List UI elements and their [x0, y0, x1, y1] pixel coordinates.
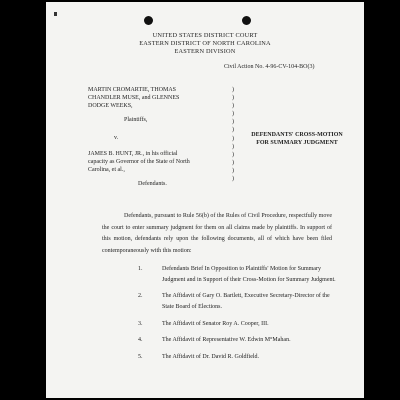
list-item-text: Defendants Brief In Opposition to Plaintiffs' Motion for Summary Judgment and in Support of their Cross-Motion for Summary Judgment.	[162, 266, 336, 283]
court-name: UNITED STATES DISTRICT COURT	[152, 32, 258, 39]
plaintiffs-names-line1: MARTIN CROMARTIE, THOMAS	[88, 87, 177, 93]
plaintiffs-names-line3: DODGE WEEKS,	[88, 103, 133, 109]
plaintiffs-label: Plaintiffs,	[124, 117, 148, 123]
court-division: EASTERN DIVISION	[174, 48, 236, 55]
motion-body	[102, 211, 332, 257]
defendants-label: Defendants.	[138, 181, 167, 187]
punch-hole-left	[144, 16, 153, 25]
defendant-name-line3: Carolina, et al.,	[88, 167, 125, 173]
plaintiffs-names-line2: CHANDLER MUSE, and GLENNES	[88, 95, 180, 101]
supporting-documents-list	[138, 264, 338, 368]
list-item	[138, 335, 338, 346]
list-item	[138, 291, 338, 313]
defendant-name-line1: JAMES B. HUNT, JR., in his official	[88, 151, 178, 157]
list-item-text: The Affidavit of Senator Roy A. Cooper, III.	[162, 320, 269, 327]
list-item-text: The Affidavit of Representative W. Edwin M°Mahan.	[162, 337, 291, 344]
list-item-number: 3.	[138, 320, 143, 327]
defendant-name-line2: capacity as Governor of the State of North	[88, 159, 190, 165]
list-item	[138, 352, 338, 363]
case-caption	[88, 86, 228, 188]
versus-label: v.	[114, 135, 119, 141]
caption-parentheses: ) ) ) ) ) ) ) ) ) ) ) )	[232, 87, 234, 183]
court-district: EASTERN DISTRICT OF NORTH CAROLINA	[139, 40, 271, 47]
punch-hole-right	[242, 16, 251, 25]
list-item-number: 5.	[138, 353, 143, 360]
motion-title	[242, 132, 352, 147]
motion-paragraph: Defendants, pursuant to Rule 56(b) of the Rules of Civil Procedure, respectfully move the court to enter summary judgment for them on all claims made by plaintiffs. In support of this motion, defendants rely upon the following documents, all of which have been filed contemporaneously with this motion:	[102, 213, 332, 254]
list-item-text: The Affidavit of Gary O. Bartlett, Executive Secretary-Director of the State Board of Elections.	[162, 293, 330, 311]
list-item	[138, 264, 338, 286]
court-header	[46, 32, 364, 56]
civil-action-number: Civil Action No. 4-96-CV-104-BO(3)	[224, 64, 315, 70]
motion-title-line2: FOR SUMMARY JUDGMENT	[256, 139, 338, 146]
document-page	[46, 2, 364, 398]
list-item-number: 2.	[138, 293, 143, 300]
list-item-number: 4.	[138, 337, 143, 344]
staple-mark	[54, 12, 57, 16]
list-item-text: The Affidavit of Dr. David R. Goldfield.	[162, 353, 260, 360]
motion-title-line1: DEFENDANTS' CROSS-MOTION	[251, 132, 343, 138]
list-item-number: 1.	[138, 266, 143, 272]
list-item	[138, 319, 338, 330]
